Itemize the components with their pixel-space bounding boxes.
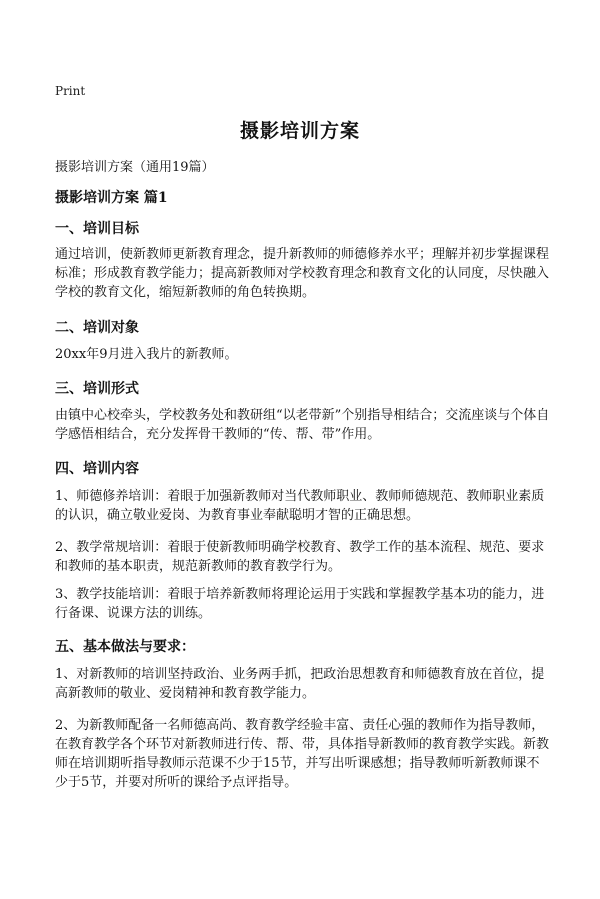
section-heading-content: 四、培训内容 (55, 461, 139, 477)
requirement-item-2: 2、为新教师配备一名师德高尚、教育教学经验丰富、责任心强的教师作为指导教师，在教育教学各个环节对新教师进行传、帮、带，具体指导新教师的教育教学实践。新教师在培训期听指导教师示范课不少于15节，并写出听课感想；指导教师听新教师课不少于5节，并要对所听的课给予点评指导。 (55, 718, 550, 790)
part-title: 摄影培训方案 篇1 (55, 190, 168, 206)
content-item-routine: 2、教学常规培训：着眼于使新教师明确学校教育、教学工作的基本流程、规范、要求和教师的基本职责，规范新教师的教育教学行为。 (55, 540, 545, 574)
print-label: Print (55, 84, 86, 98)
section-heading-requirements: 五、基本做法与要求： (55, 639, 195, 655)
section-heading-audience: 二、培训对象 (55, 320, 139, 336)
content-item-ethics: 1、师德修养培训：着眼于加强新教师对当代教师职业、教师师德规范、教师职业素质的认识，确立敬业爱岗、为教育事业奉献聪明才智的正确思想。 (55, 489, 545, 523)
requirement-item-1: 1、对新教师的培训坚持政治、业务两手抓，把政治思想教育和师德教育放在首位，提高新教师的敬业、爱岗精神和教育教学能力。 (55, 667, 545, 701)
document-subtitle: 摄影培训方案（通用19篇） (55, 160, 215, 175)
section-heading-goals: 一、培训目标 (55, 221, 139, 237)
section-paragraph-format: 由镇中心校牵头，学校教务处和教研组“以老带新”个别指导相结合；交流座谈与个体自学感悟相结合，充分发挥骨干教师的“传、帮、带”作用。 (55, 408, 550, 442)
section-heading-format: 三、培训形式 (55, 381, 139, 397)
section-paragraph-audience: 20xx年9月进入我片的新教师。 (55, 347, 238, 362)
document-title: 摄影培训方案 (239, 120, 360, 142)
section-paragraph-goals: 通过培训，使新教师更新教育理念，提升新教师的师德修养水平；理解并初步掌握课程标准；形成教育教学能力；提高新教师对学校教育理念和教育文化的认同度，尽快融入学校的教育文化，缩短新教师的角色转换期。 (55, 247, 550, 300)
content-item-skills: 3、教学技能培训：着眼于培养新教师将理论运用于实践和掌握教学基本功的能力，进行备课、说课方法的训练。 (55, 587, 545, 621)
